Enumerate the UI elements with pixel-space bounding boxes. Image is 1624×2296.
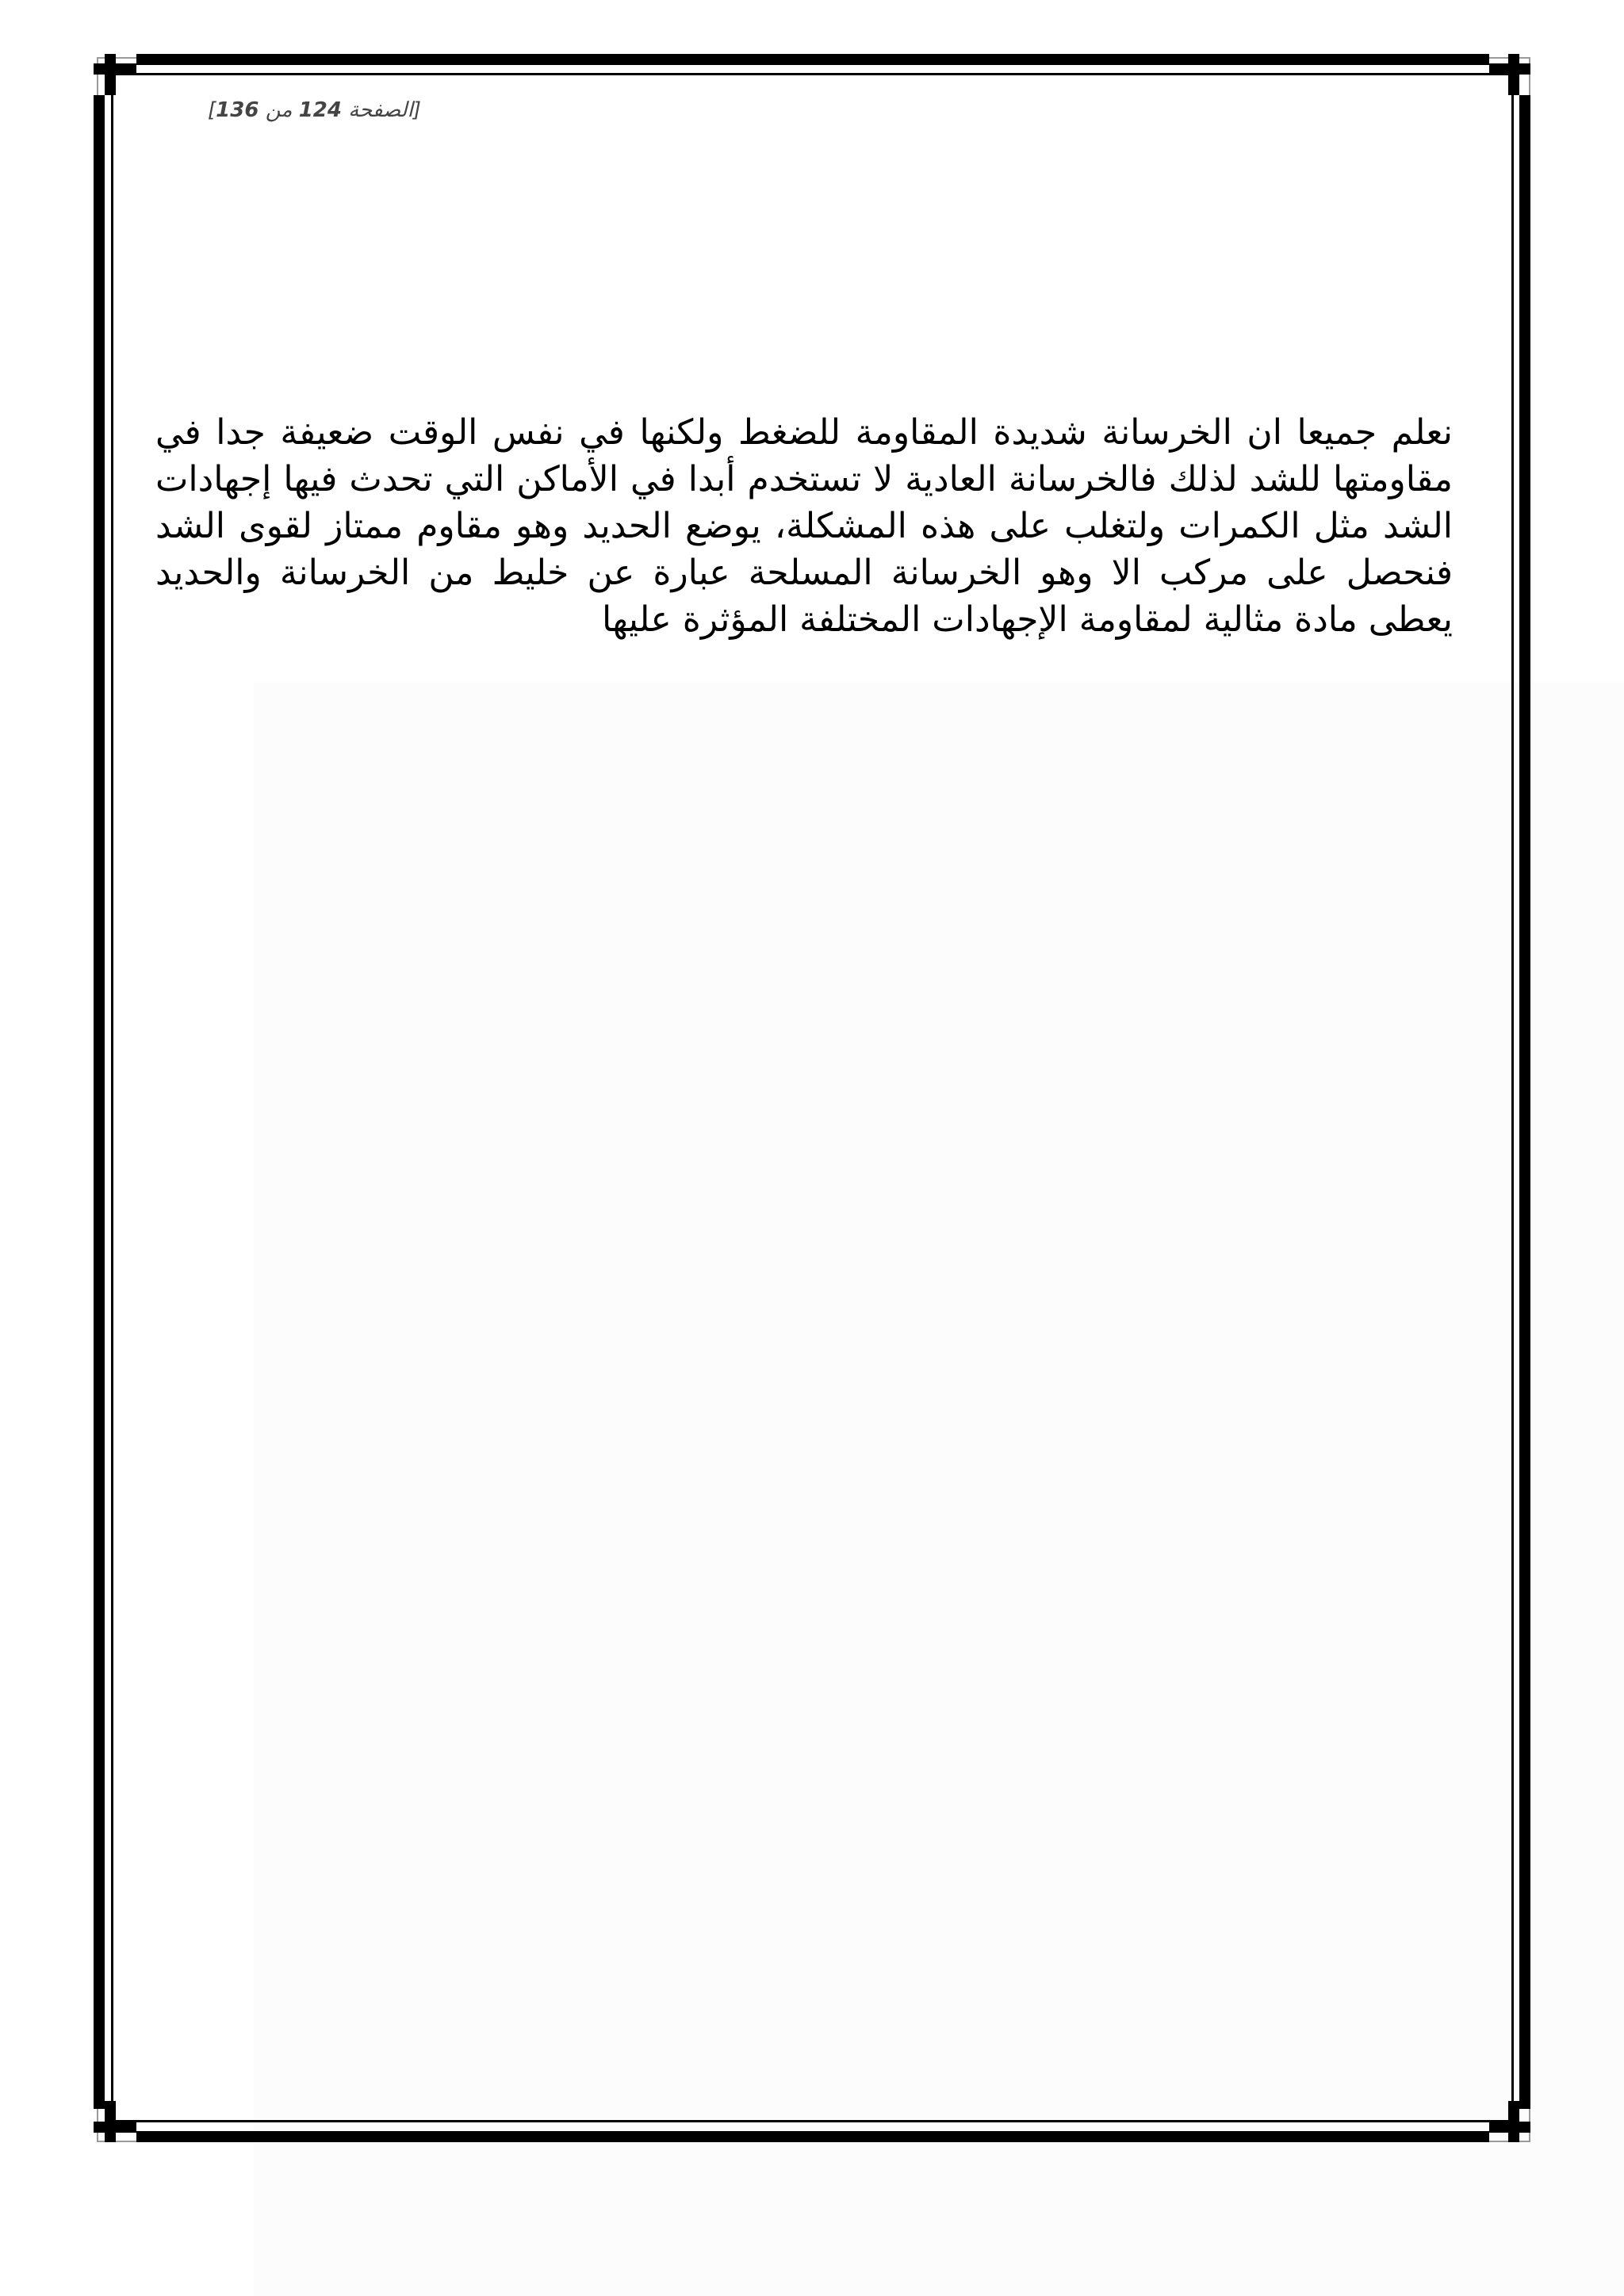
header-page-word: الصفحة (348, 98, 413, 122)
body-paragraph: نعلم جميعا ان الخرسانة شديدة المقاومة للضغط ولكنها في نفس الوقت ضعيفة جدا في مقاومتها للشد لذلك فالخرسانة العادية لا تستخدم أبدا في الأماكن التي تحدث فيها إجهادات الشد مثل الكمرات ولتغلب على هذه المشكلة، يوضع الحديد وهو مقاوم ممتاز لقوى الشد فنحصل على مركب الا وهو الخرسانة المسلحة عبارة عن خليط من الخرسانة والحديد يعطى مادة مثالية لمقاومة الإجهادات المختلفة المؤثرة عليها (155, 412, 1453, 640)
header-total-pages: 136 (216, 98, 259, 122)
page-border-corner-bottom-right (1508, 2101, 1519, 2142)
header-bracket-close: ] (208, 98, 216, 122)
page-border-top (136, 54, 1489, 65)
page-border-corner-bottom-left (105, 2101, 116, 2142)
header-bracket-open: [ (412, 98, 421, 122)
page-border-right (1519, 95, 1530, 2109)
page-header (208, 98, 421, 122)
page-border-inner-top (116, 73, 1508, 75)
page-border-corner-top-right (1508, 54, 1519, 95)
page-border-inner-left (111, 76, 113, 2120)
page-border-bottom (136, 2131, 1489, 2142)
page-border-outline (97, 57, 1530, 2142)
header-page-number: 124 (298, 98, 342, 122)
page-border-inner-bottom (116, 2120, 1508, 2122)
page-border-inner-right (1511, 76, 1514, 2120)
page-border-corner-top-left (105, 54, 116, 95)
page-border-left (94, 95, 105, 2109)
body-text (155, 409, 1453, 643)
header-of-word: من (265, 98, 293, 122)
